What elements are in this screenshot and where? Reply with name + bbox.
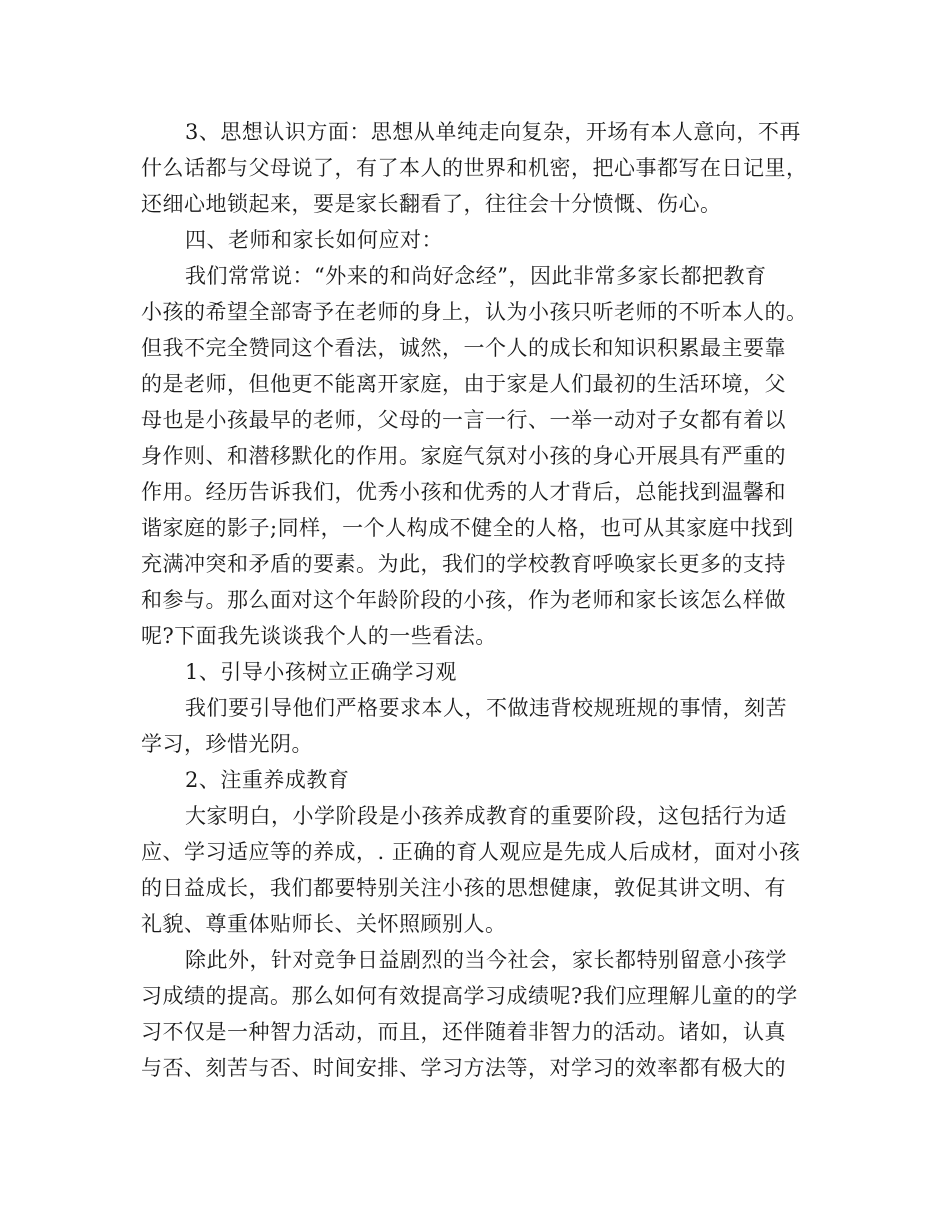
text-line: 的是老师，但他更不能离开家庭，由于家是人们最初的生活环境，父 [141,372,786,396]
text-line: 除此外，针对竞争日益剧烈的当今社会，家长都特别留意小孩学 [185,948,787,972]
text-line: 大家明白，小学阶段是小孩养成教育的重要阶段，这包括行为适 [185,804,787,828]
text-line: 礼貌、尊重体贴师长、关怀照顾别人。 [141,912,507,936]
text-line: 习成绩的提高。那么如何有效提高学习成绩呢?我们应理解儿童的的学 [141,984,798,1008]
text-line: 的日益成长，我们都要特别关注小孩的思想健康，敦促其讲文明、有 [141,876,786,900]
text-line: 什么话都与父母说了，有了本人的世界和机密，把心事都写在日记里， [141,156,808,180]
text-line: 和参与。那么面对这个年龄阶段的小孩，作为老师和家长该怎么样做 [141,588,786,612]
text-line: 应、学习适应等的养成，. 正确的育人观应是先成人后成材，面对小孩 [141,840,801,864]
text-line: 与否、刻苦与否、时间安排、学习方法等，对学习的效率都有极大的 [141,1056,786,1080]
subsection-heading: 1、引导小孩树立正确学习观 [185,660,457,684]
text-line: 母也是小孩最早的老师，父母的一言一行、一举一动对子女都有着以 [141,408,786,432]
text-line: 学习，珍惜光阴。 [141,732,313,756]
text-line: 我们常常说：“外来的和尚好念经”，因此非常多家长都把教育 [185,264,767,288]
text-line: 还细心地锁起来，要是家长翻看了，往往会十分愤慨、伤心。 [141,192,722,216]
text-line: 我们要引导他们严格要求本人，不做违背校规班规的事情，刻苦 [185,696,787,720]
text-line: 身作则、和潜移默化的作用。家庭气氛对小孩的身心开展具有严重的 [141,444,786,468]
text-line: 习不仅是一种智力活动，而且，还伴随着非智力的活动。诸如，认真 [141,1020,786,1044]
text-line: 谐家庭的影子;同样，一个人构成不健全的人格，也可从其家庭中找到 [141,516,794,540]
section-heading: 四、老师和家长如何应对： [185,228,443,252]
text-line: 呢?下面我先谈谈我个人的一些看法。 [141,624,497,648]
text-line: 但我不完全赞同这个看法，诚然，一个人的成长和知识积累最主要靠 [141,336,786,360]
text-line: 3、思想认识方面：思想从单纯走向复杂，开场有本人意向，不再 [185,120,801,144]
text-line: 充满冲突和矛盾的要素。为此，我们的学校教育呼唤家长更多的支持 [141,552,786,576]
text-line: 作用。经历告诉我们，优秀小孩和优秀的人才背后，总能找到温馨和 [141,480,786,504]
text-line: 小孩的希望全部寄予在老师的身上，认为小孩只听老师的不听本人的。 [141,300,808,324]
subsection-heading: 2、注重养成教育 [185,768,350,792]
